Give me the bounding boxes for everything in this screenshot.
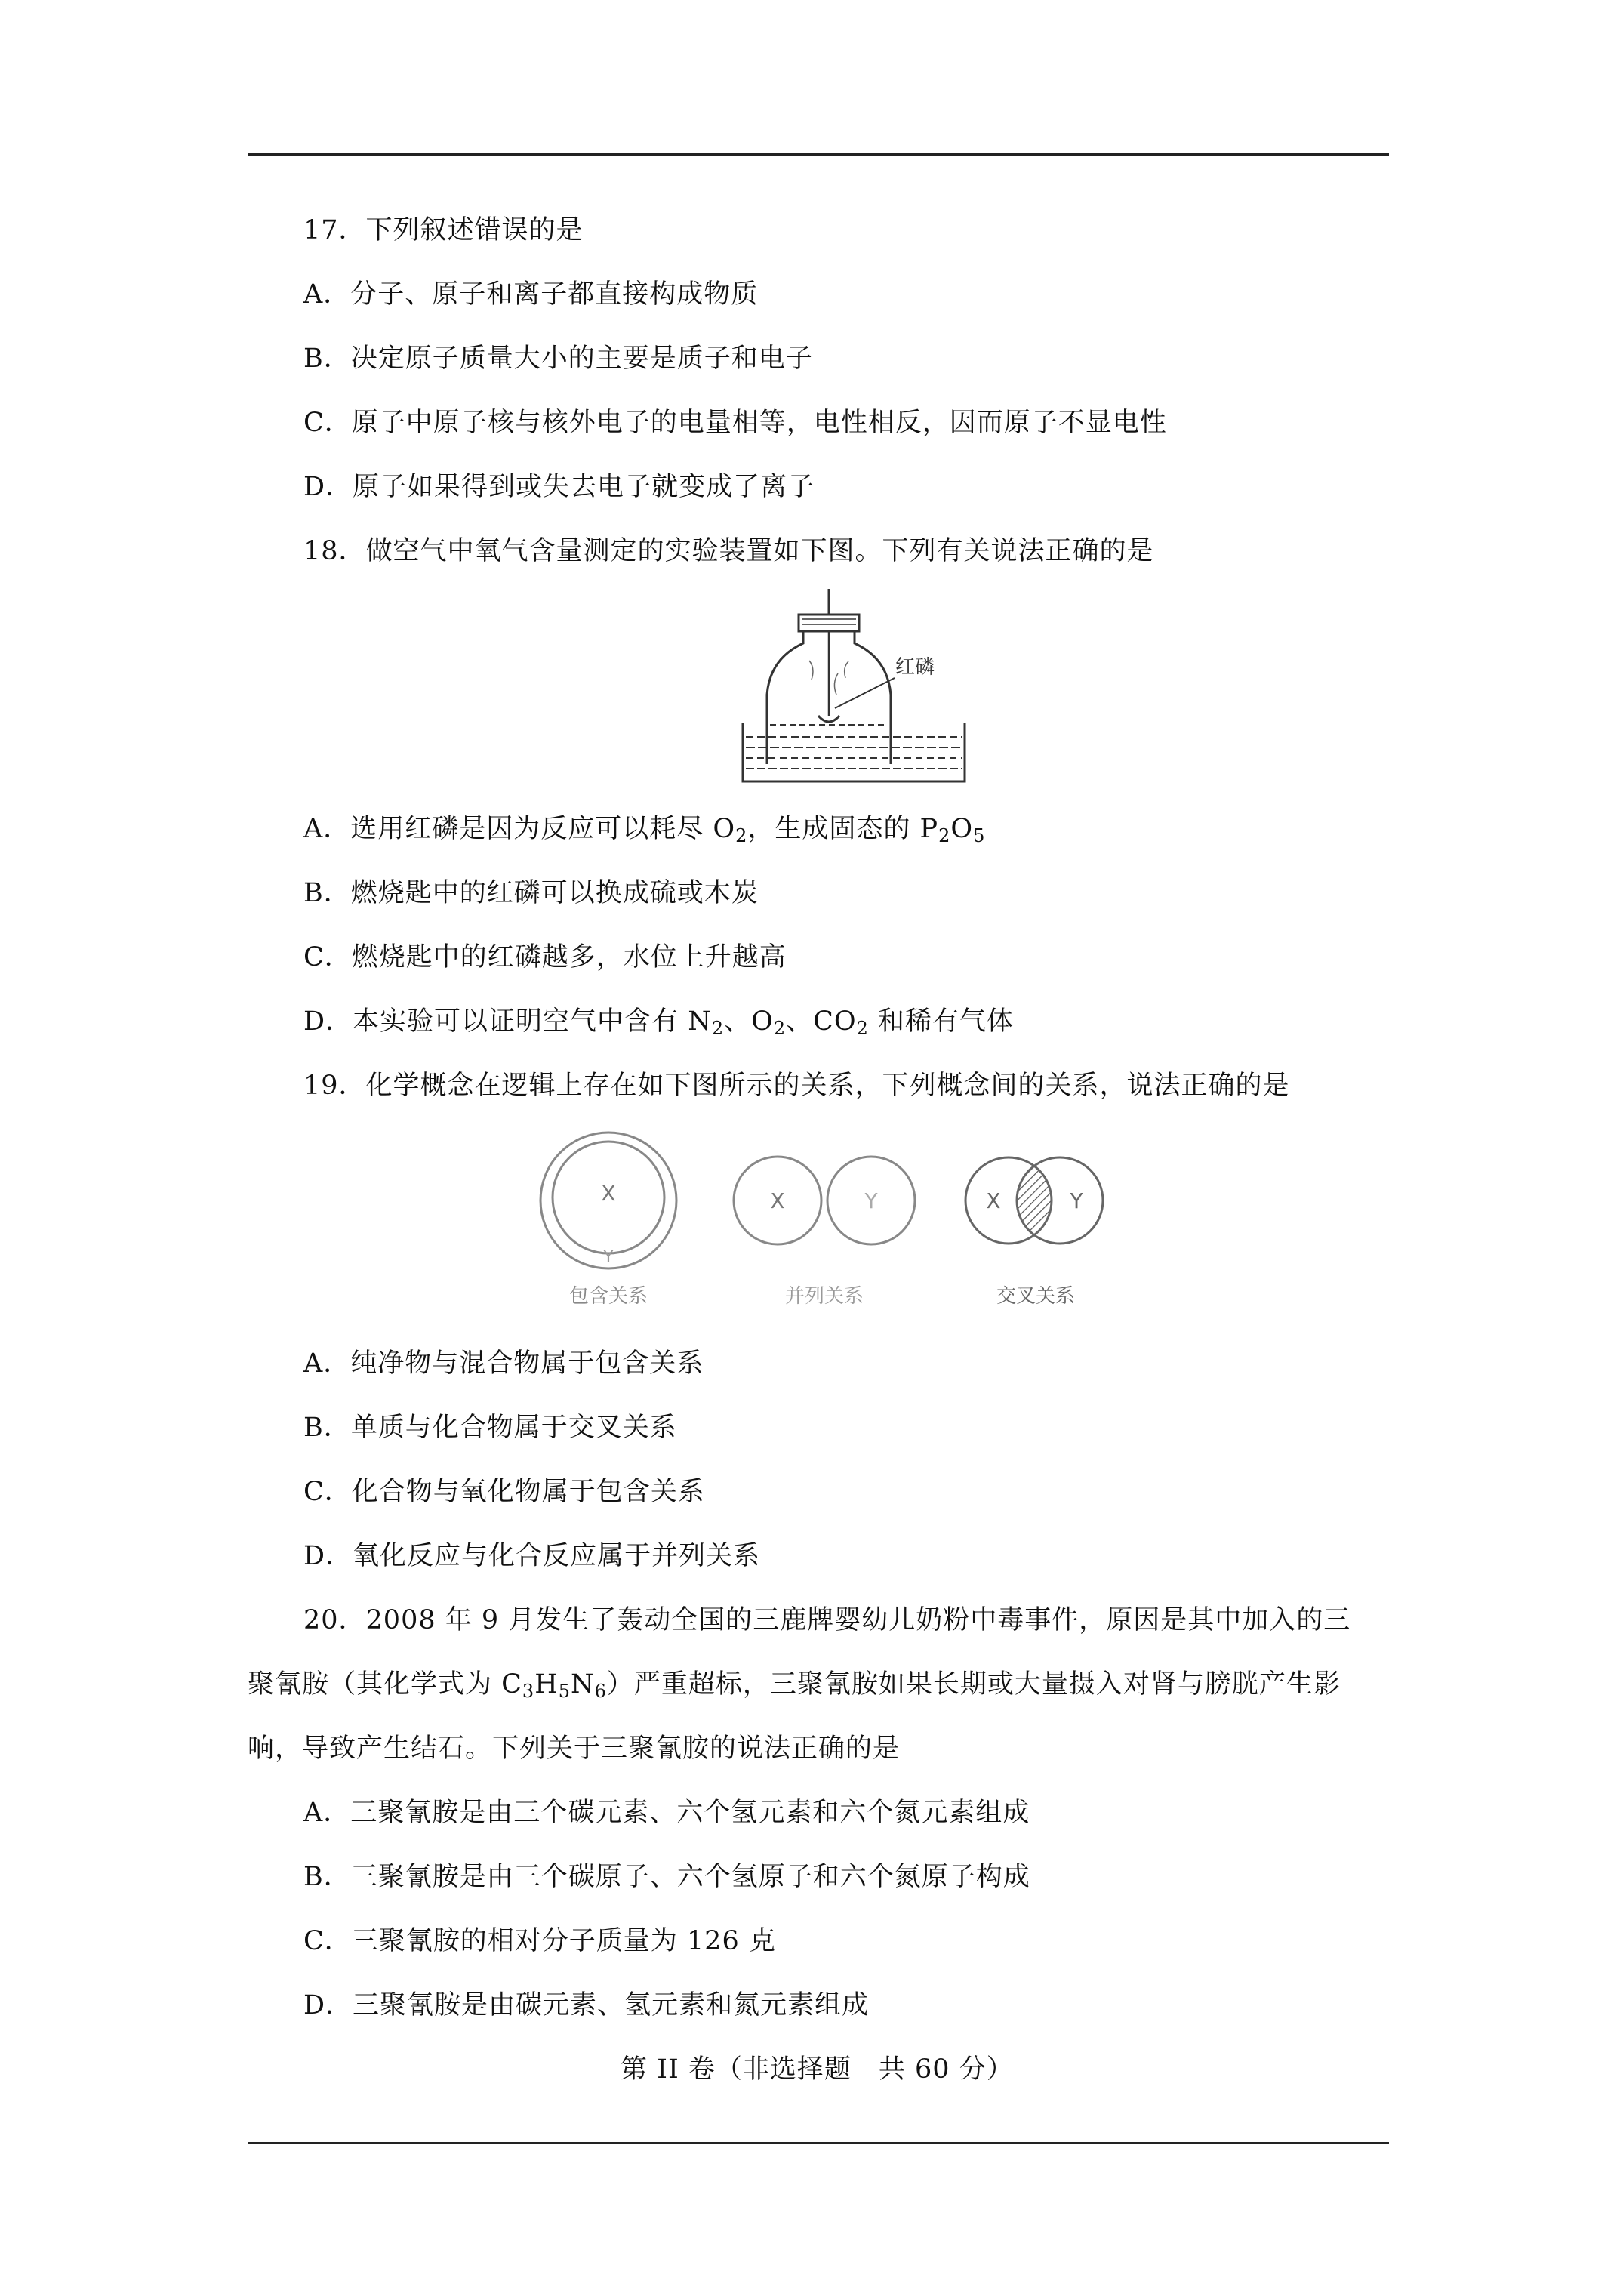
q19-option-b: B．单质与化合物属于交叉关系 [303, 1413, 677, 1443]
q19-option-d: D．氧化反应与化合反应属于并列关系 [303, 1541, 761, 1571]
q17-stem: 17．下列叙述错误的是 [303, 215, 584, 245]
q20-stem-line1: 20．2008 年 9 月发生了轰动全国的三鹿牌婴幼儿奶粉中毒事件，原因是其中加入的三 [303, 1605, 1351, 1635]
q19-option-c: C．化合物与氧化物属于包含关系 [303, 1477, 705, 1507]
svg-text:Y: Y [603, 1248, 614, 1267]
svg-text:Y: Y [864, 1188, 878, 1213]
svg-text:并列关系: 并列关系 [784, 1285, 864, 1308]
q20-stem-line3: 响，导致产生结石。下列关于三聚氰胺的说法正确的是 [248, 1734, 901, 1764]
containment-diagram [540, 1133, 676, 1308]
q19-relations-figure [528, 1125, 1117, 1310]
q17-option-a: A．分子、原子和离子都直接构成物质 [303, 279, 759, 310]
q19-option-a: A．纯净物与混合物属于包含关系 [303, 1348, 704, 1379]
q18-option-a: A．选用红磷是因为反应可以耗尽 $O_2$，生成固态的 $P_2O_5$ [303, 814, 986, 846]
q18-option-b: B．燃烧匙中的红磷可以换成硫或木炭 [303, 878, 759, 908]
q20-option-c: C．三聚氰胺的相对分子质量为 126 克 [303, 1926, 776, 1956]
q18-option-c: C．燃烧匙中的红磷越多，水位上升越高 [303, 942, 787, 972]
q20-stem-line2: 聚氰胺（其化学式为 $C_3H_5N_6$）严重超标，三聚氰胺如果长期或大量摄入对肾与膀胱产生影 [248, 1669, 1341, 1702]
q20-option-d: D．三聚氰胺是由碳元素、氢元素和氮元素组成 [303, 1990, 870, 2020]
q17-option-b: B．决定原子质量大小的主要是质子和电子 [303, 344, 813, 374]
svg-text:X: X [986, 1188, 1001, 1213]
q19-stem: 19．化学概念在逻辑上存在如下图所示的关系，下列概念间的关系，说法正确的是 [303, 1071, 1290, 1101]
q18-apparatus-figure [740, 589, 989, 789]
top-rule [248, 153, 1389, 156]
q17-option-c: C．原子中原子核与核外电子的电量相等，电性相反，因而原子不显电性 [303, 408, 1167, 438]
q18-option-d: D．本实验可以证明空气中含有 $N_2$、$O_2$、$CO_2$ 和稀有气体 [303, 1006, 1014, 1039]
svg-text:Y: Y [1070, 1188, 1083, 1213]
q18-stem: 18．做空气中氧气含量测定的实验装置如下图。下列有关说法正确的是 [303, 536, 1154, 566]
section-title: 第 II 卷（非选择题 共 60 分） [621, 2054, 1014, 2085]
svg-text:X: X [770, 1188, 785, 1213]
svg-text:交叉关系: 交叉关系 [996, 1285, 1076, 1308]
q20-option-a: A．三聚氰胺是由三个碳元素、六个氢元素和六个氮元素组成 [303, 1798, 1030, 1828]
bottom-rule [248, 2142, 1389, 2144]
svg-text:包含关系: 包含关系 [568, 1285, 648, 1308]
svg-text:X: X [601, 1181, 616, 1206]
intersection-diagram [965, 1157, 1103, 1308]
q17-option-d: D．原子如果得到或失去电子就变成了离子 [303, 472, 815, 502]
parallel-diagram [734, 1157, 915, 1308]
q20-option-b: B．三聚氰胺是由三个碳原子、六个氢原子和六个氮原子构成 [303, 1862, 1030, 1892]
red-phosphorus-label: 红磷 [895, 656, 935, 679]
